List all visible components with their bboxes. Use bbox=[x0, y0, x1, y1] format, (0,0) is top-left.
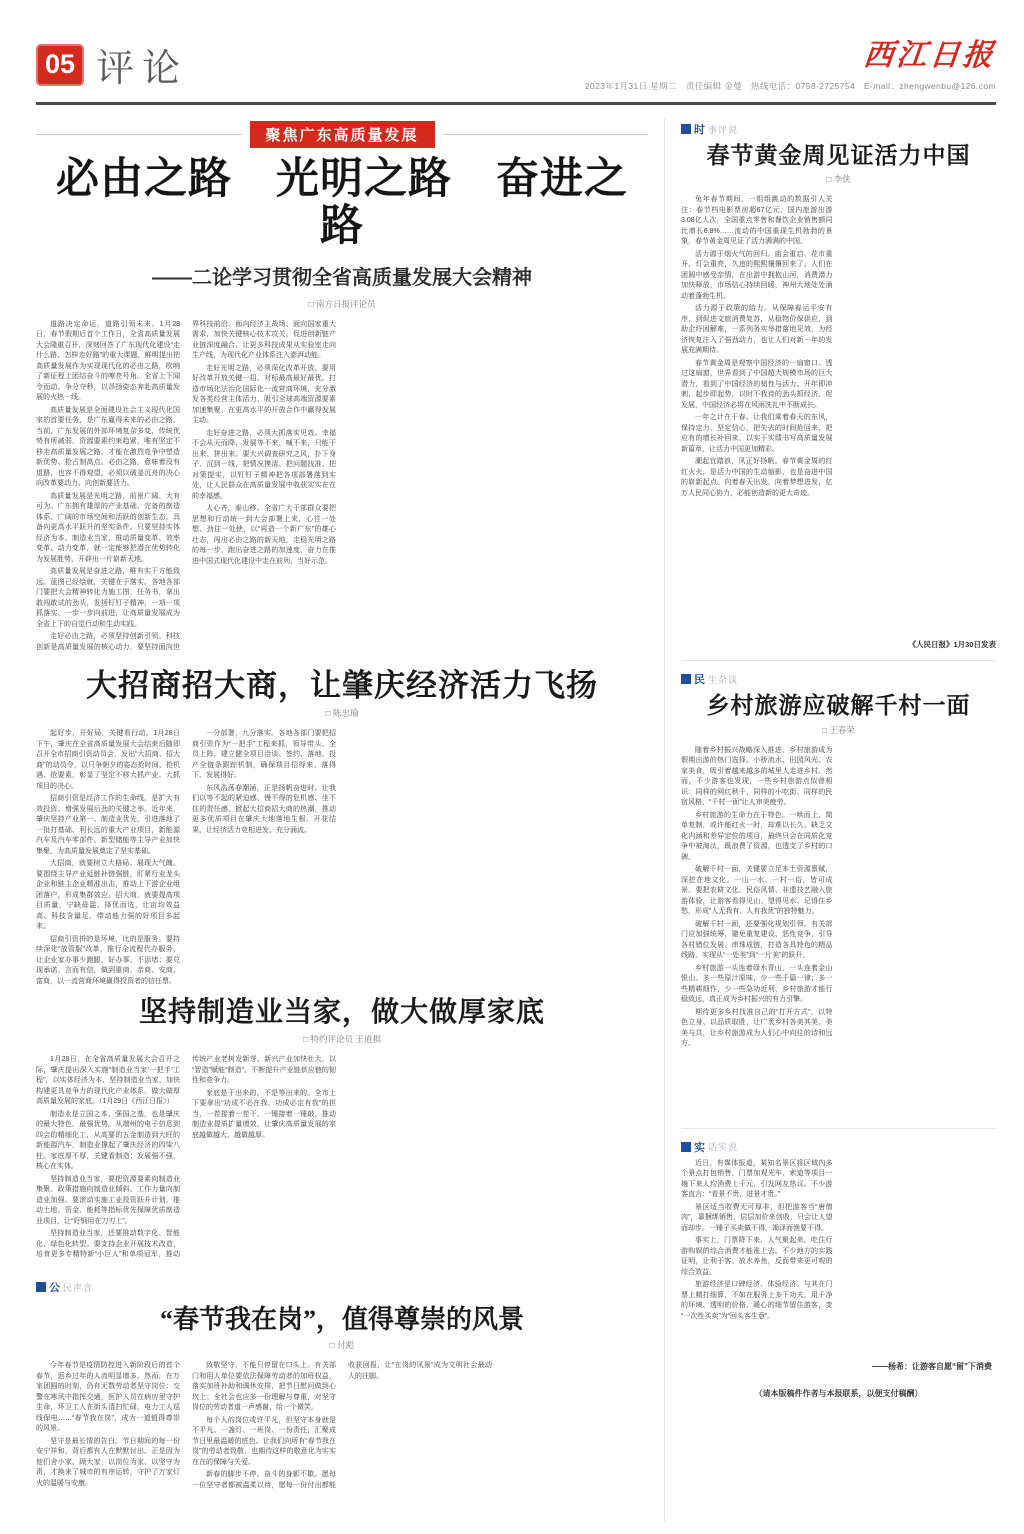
body-paragraph: 高质量发展是光明之路，前景广阔、大有可为。广东拥有雄厚的产业基础、完备的制造体系、广阔的市场空间和活跃的创新生态，具备向更高水平跃升的坚实条件。只要坚持实体经济为本、制造业当家，推动质量变革、效率变革、动力变革，就一定能够把潜在优势转化为发展胜势，开辟出一片崭新天地。 bbox=[36, 492, 180, 563]
author-signature: ——杨希：让游客自愿“留”下消费 bbox=[872, 1361, 992, 1371]
golden-week-article-body bbox=[681, 195, 996, 635]
label-square-icon bbox=[681, 124, 691, 134]
label-strong-char: 公 bbox=[49, 1282, 60, 1295]
body-paragraph: 人心齐，泰山移。全省广大干部群众要把思想和行动统一到大会部署上来，心往一处想、劲往一处使，以“再造一个新广东”的雄心壮志，闯出必由之路的新天地，走稳光明之路的每一步，跑出奋进之路的加速度，奋力在推进中国式现代化建设中走在前列、当好示范。 bbox=[192, 505, 336, 565]
spring-duty-headline: “春节我在岗”，值得尊崇的风景 bbox=[159, 1305, 524, 1335]
golden-week-headline: 春节黄金周见证活力中国 bbox=[706, 143, 971, 168]
body-paragraph: 坚持制造业当家，要把资源要素向制造业集聚、政策措施向制造业倾斜、工作力量向制造业加强。要滚动实施工业投资跃升计划，推动土地、资金、能耗等指标优先保障优质制造业项目，让“好钢用在刀刃上”。 bbox=[36, 1175, 180, 1225]
tag-rule-left bbox=[36, 134, 242, 135]
page-number-badge: 05 bbox=[36, 44, 84, 86]
body-paragraph: 乡村旅游的生命力在于特色。一哄而上、简单复制，或许能红火一时，却难以长久。缺乏文化内涵和差异定位的项目，最终只会在同质化竞争中被淘汰，既浪费了资源，也透支了乡村的口碑。 bbox=[681, 811, 833, 861]
manufacturing-byline: □ 特约评论员 王道棋 bbox=[303, 1034, 381, 1045]
masthead-logo: 西江日报 bbox=[861, 39, 998, 72]
main-article-body bbox=[36, 320, 648, 658]
body-paragraph: 走好光明之路，必须深化改革开放。要用好改革开放关键一招，对标最高最好最优，打造市场化法治化国际化一流营商环境，充分激发各类经营主体活力，吸引全球高端资源要素加速集聚，在更高水平的开放合作中赢得发展主动。 bbox=[192, 364, 336, 425]
dateline: 2023年1月31日 星期二 责任编辑 金曼 热线电话：0758-2725754 E-mail：zhengwenbu@126.com bbox=[584, 81, 996, 91]
scenic-fees-article-body bbox=[681, 1159, 996, 1357]
article-scenic-fees bbox=[681, 1139, 996, 1409]
manufacturing-article-body bbox=[36, 1055, 648, 1269]
article-golden-week bbox=[681, 121, 996, 661]
main-byline: □ 南方日报评论员 bbox=[308, 298, 376, 309]
label-square-icon bbox=[681, 1142, 691, 1152]
body-paragraph: 致敬坚守，不能只停留在口头上。有关部门和用人单位要依法保障劳动者的加班权益，落实加班补助和调休安排，把节日慰问做到心坎上；全社会也应多一份理解与尊重，对坚守岗位的劳动者道一声感谢、给一个微笑。 bbox=[192, 1362, 336, 1412]
body-paragraph: 乡村旅游一头连着绿水青山，一头连着金山银山。多一些原汁原味，少一些千篇一律；多一些精耕细作，少一些急功近利，乡村旅游才能行稳致远，真正成为乡村振兴的有力引擎。 bbox=[681, 964, 833, 1004]
source-attribution: 《人民日报》1月30日发表 bbox=[908, 640, 996, 650]
editor-footnote: （请本版稿件作者与本报联系，以便支付稿酬） bbox=[754, 1388, 923, 1398]
body-paragraph: 潮起宜踏浪，风正好扬帆。春节黄金周的红红火火，是活力中国的生动缩影，也是奋进中国的崭新起点。向着春天出发，向着梦想进发，亿万人民同心协力，必能创造新的更大奇迹。 bbox=[681, 458, 833, 497]
rural-tourism-article-body bbox=[681, 746, 996, 1118]
body-paragraph: 招商引资拼的是环境、比的是服务。要持续深化“放管服”改革，推行全流程代办服务，让企业家办事少跑腿、好办事、不添堵；要兑现承诺、言而有信，做到重商、亲商、安商、富商，以一流营商环境赢得投资者的信任票。 bbox=[36, 935, 180, 985]
body-paragraph: 高质量发展是奋进之路，唯有实干方能致远。蓝图已经绘就，关键在于落实。各地各部门要把大会精神转化为施工图、任务书，拿出敢闯敢试的劲头，发扬钉钉子精神，一项一项抓落实、一步一步向前进，让高质量发展成为全省上下的自觉行动和生动实践。 bbox=[36, 568, 180, 628]
article-manufacturing bbox=[36, 997, 648, 1269]
column-label-citizen-voice bbox=[36, 1279, 648, 1295]
body-paragraph: 破解千村一面，关键要立足本土资源禀赋，深挖在地文化。一山一水、一村一俗，皆可成景。要把农耕文化、民俗风情、非遗技艺融入旅游体验，让游客看得见山、望得见水、记得住乡愁，形成“人无我有、人有我优”的独特魅力。 bbox=[681, 866, 833, 916]
spring-duty-article-body bbox=[36, 1361, 648, 1511]
header-right bbox=[585, 30, 996, 92]
body-paragraph: 1月28日，在全省高质量发展大会召开之际，肇庆提出深入实施“制造业当家‘一把手’工程”，以实体经济为本、坚持制造业当家，加快构建更具竞争力的现代化产业体系，做大做厚高质量发展的家底。（1月29日《西江日报》） bbox=[36, 1056, 180, 1106]
body-paragraph: 一分部署，九分落实。各地各部门要把招商引资作为“一把手”工程来抓，领导带头、全员上阵，建立健全项目洽谈、签约、落地、投产全链条跟踪机制，确保项目招得来、落得下、发展得好。 bbox=[192, 730, 336, 780]
rural-tourism-byline: □ 王春荣 bbox=[822, 724, 855, 735]
label-rest-text: 民声音 bbox=[63, 1282, 94, 1293]
investment-byline: □ 陈忠瑜 bbox=[325, 708, 359, 719]
body-paragraph: 制造业是立国之本、强国之基，也是肇庆的最大特色、最强优势。从端州的电子信息到四会的精细化工，从高要的五金制造到大旺的新能源汽车，制造业撑起了肇庆经济的四梁八柱。家底厚不厚，关键看制造；发展强不强，核心在实体。 bbox=[36, 1110, 180, 1171]
header-left bbox=[36, 37, 188, 92]
column-label-livelihood bbox=[681, 671, 996, 687]
label-strong-char: 实 bbox=[694, 1141, 705, 1154]
spring-duty-byline: □ 付彪 bbox=[329, 1340, 355, 1351]
body-paragraph: 起好步，开好局，关键看行动。1月28日下午，肇庆在全省高质量发展大会结束后随即召开全市招商引资动员会，发出“大招商、招大商”的动员令，以只争朝夕的姿态抢时间、抢机遇、抢要素，彰显了坚定不移大抓产业、大抓项目的决心。 bbox=[36, 730, 180, 790]
right-column bbox=[664, 119, 996, 1521]
body-paragraph: 高质量发展是全面建设社会主义现代化国家的首要任务，是广东赢得未来的必由之路。当前，广东发展的外部环境复杂多变，传统优势有所减弱，资源要素约束趋紧，唯有坚定不移走高质量发展之路，才能在激烈竞争中塑造新优势、抢占制高点。必由之路，意味着没有退路，也容不得观望，必须以破釜沉舟的决心向改革要动力、向创新要活力。 bbox=[36, 406, 180, 488]
investment-headline: 大招商招大商，让肇庆经济活力飞扬 bbox=[86, 667, 598, 703]
body-paragraph: 坚持制造业当家，还要推动数字化、智能化、绿色化转型。要支持企业开展技术改造，培育更多专精特新“小巨人”和单项冠军，推动传统产业老树发新芽、新兴产业加快壮大，以“智造”赋能“制造”，不断提升产业链供应链的韧性和竞争力。 bbox=[36, 1056, 336, 1259]
body-paragraph: 东风浩荡春潮涌，正是扬帆奋进时。让我们以等不起的紧迫感、慢不得的危机感、坐不住的责任感，掀起大招商招大商的热潮，推动更多优质项目在肇庆大地落地生根、开花结果，让经济活力竞相迸发、充分涌流。 bbox=[192, 784, 336, 834]
body-paragraph: 随着乡村振兴战略深入推进，乡村旅游成为假期出游的热门选择。小桥流水、田园风光、农家美食，吸引着越来越多的城里人走进乡村。然而，不少游客也发现，一些乡村旅游点似曾相识：同样的网红秋千、同样的小吃街、同样的民宿风格，“千村一面”让人审美疲劳。 bbox=[681, 746, 833, 807]
golden-week-byline: □ 李侠 bbox=[826, 174, 851, 185]
tag-rule-right bbox=[443, 134, 649, 135]
rural-tourism-headline: 乡村旅游应破解千村一面 bbox=[706, 693, 971, 719]
body-paragraph: 景区适当收费无可厚非，但把游客当“唐僧肉”，靠捆绑销售、层层加价来创收，只会让人望而却步。一锤子买卖做不得，竭泽而渔要不得。 bbox=[681, 1203, 833, 1232]
focus-tag: 聚焦广东高质量发展 bbox=[250, 121, 435, 148]
label-square-icon bbox=[681, 674, 691, 684]
page-header bbox=[36, 30, 996, 105]
label-strong-char: 时 bbox=[694, 124, 705, 136]
article-tag-row bbox=[36, 121, 648, 148]
left-column bbox=[36, 119, 664, 1521]
label-rest-text: 事评说 bbox=[708, 124, 739, 135]
body-paragraph: 道路决定命运，道路引领未来。1月28日，春节假期后首个工作日，全省高质量发展大会隆重召开，深刻回答了广东现代化建设“走什么路、怎样走好路”的重大课题，鲜明提出把高质量发展作为实现现代化的必由之路，吹响了新征程上团结奋斗的嘹亮号角。全省上下闻令而动、争分夺秒，以昂扬姿态奔赴高质量发展的火热一线。 bbox=[36, 320, 180, 402]
label-strong-char: 民 bbox=[694, 674, 705, 687]
body-paragraph: 旅游经济是口碑经济、体验经济。与其在门票上精打细算，不如在服务上多下功夫，用干净的环境、透明的价格、暖心的细节留住游客，变“一次性买卖”为“回头客生意”。 bbox=[681, 1281, 833, 1320]
body-paragraph: 期待更多乡村找准自己的“打开方式”，以特色立身、以品质取胜，让广袤乡村各美其美、美美与共，让乡村旅游成为人们心中向往的诗和远方。 bbox=[681, 1008, 833, 1048]
article-main bbox=[36, 121, 648, 658]
body-paragraph: 今年春节是疫情防控进入新阶段后的首个春节，返乡过年的人流明显增多。然而，在万家团圆的时刻，仍有无数劳动者坚守岗位：交警在寒风中指挥交通，医护人员在病房里守护生命，环卫工人在街头清扫忙碌，电力工人巡线保电……“春节我在岗”，成为一道值得尊崇的风景。 bbox=[36, 1362, 180, 1433]
main-headline: 必由之路 光明之路 奋进之路 bbox=[56, 155, 628, 251]
body-paragraph: 家底是干出来的，不是等出来的。全市上下要拿出“功成不必在我、功成必定有我”的担当，一茬接着一茬干，一锤接着一锤敲，推动制造业提质扩量增效，让肇庆高质量发展的家底越做越大、越做越厚。 bbox=[192, 1089, 336, 1139]
article-spring-duty bbox=[36, 1279, 648, 1511]
label-rest-text: 话实说 bbox=[708, 1142, 739, 1153]
label-square-icon bbox=[36, 1282, 46, 1292]
body-paragraph: 大招商，就要树立大格局、展现大气魄。要围绕主导产业延链补链强链，盯紧行业龙头企业和链主企业精准出击，推动上下游企业组团落户，形成集群效应。招大商，就要提高项目质量，宁缺毋滥、择优而选，让亩均效益高、科技含量足、带动能力强的好项目多起来。 bbox=[36, 860, 180, 931]
label-rest-text: 生杂谈 bbox=[708, 674, 739, 685]
page-content bbox=[36, 119, 996, 1521]
body-paragraph: 一年之计在于春。让我们乘着春天的东风，保持定力、坚定信心，把失去的时间抢回来，把应有的增长补回来，以实干实绩书写高质量发展新篇章，让活力中国更加精彩。 bbox=[681, 414, 833, 453]
body-paragraph: 兔年春节期间，一组组跳动的数据引人关注：春节档电影票房超67亿元，国内旅游出游3.08亿人次，全国重点零售和餐饮企业销售额同比增长6.8%……流动的中国重现生机勃勃的景象，春节黄金周见证了活力满满的中国。 bbox=[681, 196, 833, 246]
article-rural-tourism bbox=[681, 671, 996, 1128]
body-paragraph: 春节黄金周是观察中国经济的一扇窗口。透过这扇窗，世界看到了中国超大规模市场的巨大潜力，看到了中国经济的韧性与活力。开年即冲刺，起步即起势，以时不我待的劲头抓经济、促发展，中国经济必将在风雨洗礼中不断成长。 bbox=[681, 359, 833, 409]
body-paragraph: 走好奋进之路，必须大抓落实见效。幸福不会从天而降，发展等不来、喊不来，只能干出来、拼出来。要大兴调查研究之风，扑下身子、沉到一线，把情况摸清、把问题找准、把对策提实，以钉钉子精神把各项部署落到实处，让人民群众在高质量发展中收获实实在在的幸福感。 bbox=[192, 429, 336, 500]
body-paragraph: 活力源于政策的给力。从保障春运平安有序，到促进文旅消费复苏，从稳物价保供应，到助企纾困解难，一系列务实举措落地见效，为经济恢复注入了强劲动力，也让人们对新一年的发展充满期待。 bbox=[681, 305, 833, 355]
column-label-plain-talk bbox=[681, 1139, 996, 1155]
body-paragraph: 活力源于烟火气的回归。庙会重启、花市重开、灯会重亮，久违的熙熙攘攘回来了。人们在团圆中感受亲情，在出游中拥抱山河，消费潜力加快释放，市场信心持续回暖，神州大地处处涌动着蓬勃生机。 bbox=[681, 250, 833, 300]
body-paragraph: 新春的脚步不停，奋斗的身影不歇。愿每一位坚守者都被温柔以待，愿每一份付出都能收获回报，让“在岗的风景”成为文明社会最动人的注脚。 bbox=[192, 1362, 492, 1489]
body-paragraph: 破解千村一面，还要强化规划引领。有关部门应加强统筹，避免重复建设、恶性竞争，引导各村错位发展、串珠成链，打造各具特色的精品线路，实现从“一处美”到“一片美”的跃升。 bbox=[681, 920, 833, 960]
manufacturing-headline: 坚持制造业当家，做大做厚家底 bbox=[138, 997, 545, 1029]
body-paragraph: 事实上，门票降下来，人气聚起来，吃住行游购娱的综合消费才能涨上去。不少地方的实践证明，让利于客、放水养鱼，反而带来更可观的综合效益。 bbox=[681, 1237, 833, 1276]
column-label-current-affairs bbox=[681, 121, 996, 137]
investment-article-body bbox=[36, 729, 648, 987]
body-paragraph: 每个人的岗位或许平凡，但坚守本身就是不平凡。一盏灯、一班岗、一份责任，汇聚成节日里最温暖的底色。让我们向所有“春节我在岗”的劳动者致敬，也期待这样的敬意化为实实在在的保障与关爱。 bbox=[192, 1416, 336, 1466]
body-paragraph: 坚守是最长情的告白。节日期间的每一份安宁祥和，背后都有人在默默付出。正是因为他们舍小家、顾大家，以岗位为家、以坚守为责，才换来了城市的有序运转，守护了万家灯火的温暖与安康。 bbox=[36, 1437, 180, 1487]
body-paragraph: 走好必由之路，必须坚持创新引领。科技创新是高质量发展的核心动力，要坚持面向世界科技前沿、面向经济主战场、面向国家重大需求，加快关键核心技术攻关，促进创新链产业链深度融合，让更多科技成果从实验室走向生产线，为现代化产业体系注入澎湃动能。 bbox=[36, 320, 336, 651]
article-investment bbox=[36, 668, 648, 988]
main-subtitle: ——二论学习贯彻全省高质量发展大会精神 bbox=[152, 266, 532, 289]
body-paragraph: 近日，有媒体报道，某知名景区将区域内多个景点打包销售，门票加观光车、索道等项目一趟下来人均消费上千元，引发网友热议。不少游客直言：“看景不贵，进景才贵。” bbox=[681, 1159, 833, 1199]
body-paragraph: 招商引资是经济工作的生命线，是扩大有效投资、增强发展后劲的关键之举。近年来，肇庆坚持产业第一、制造业优先，引进落地了一批打基础、利长远的重大产业项目，新能源汽车及汽车零部件、新型储能等主导产业加快集聚，为高质量发展奠定了坚实基础。 bbox=[36, 795, 180, 855]
section-title: 评论 bbox=[96, 48, 189, 90]
